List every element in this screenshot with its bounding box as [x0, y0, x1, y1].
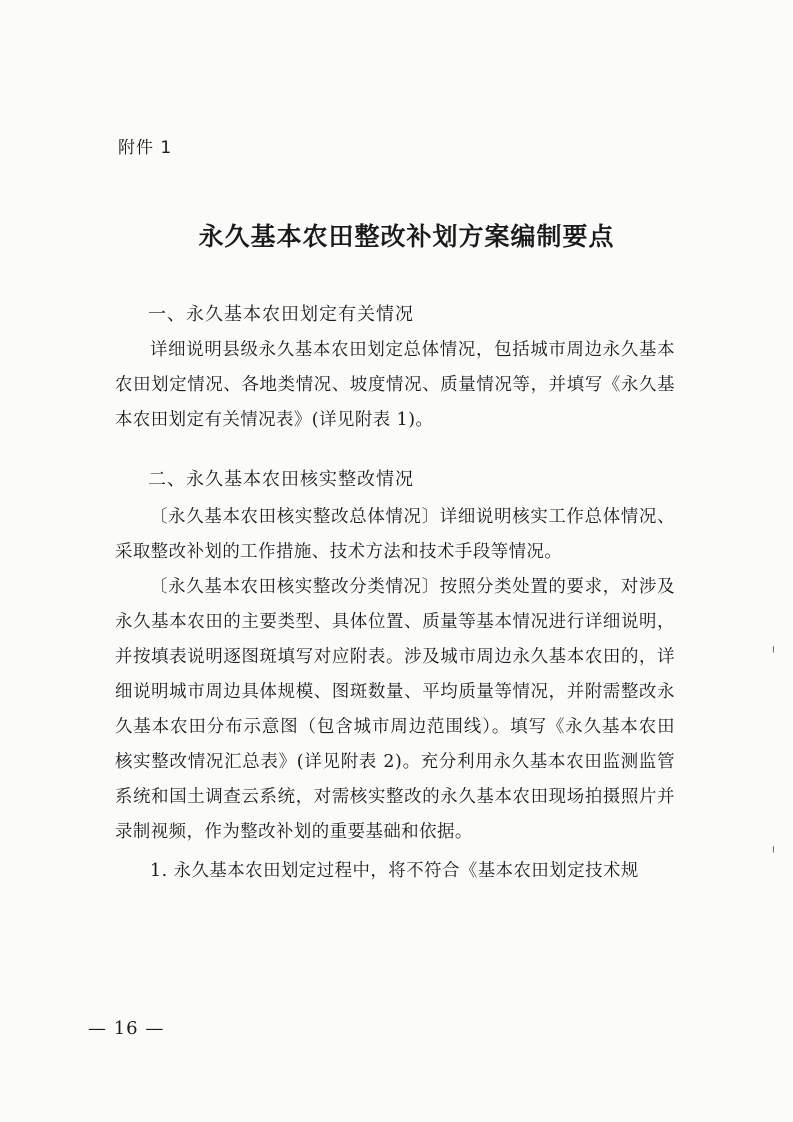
paragraph: 详细说明县级永久基本农田划定总体情况，包括城市周边永久基本农田划定情况、各地类情况、坡度情况、质量情况等，并填写《永久基本农田划定有关情况表》(详见附表 1)。	[115, 340, 675, 430]
section-heading-2: 二、永久基本农田核实整改情况	[148, 469, 414, 490]
scan-mark: ╷	[770, 840, 777, 853]
section-1-body	[115, 333, 675, 438]
paragraph: 〔永久基本农田核实整改总体情况〕详细说明核实工作总体情况、采取整改补划的工作措施、技术方法和技术手段等情况。	[115, 507, 675, 562]
paragraph: 1. 永久基本农田划定过程中，将不符合《基本农田划定技术规	[150, 861, 639, 881]
section-2-body	[115, 500, 675, 889]
attachment-label: 附件 1	[118, 138, 173, 158]
paragraph: 〔永久基本农田核实整改分类情况〕按照分类处置的要求，对涉及永久基本农田的主要类型、具体位置、质量等基本情况进行详细说明，并按填表说明逐图斑填写对应附表。涉及城市周边永久基本农田的，详细说明城市周边具体规模、图斑数量、平均质量等情况，并附需整改永久基本农田分布示意图（包含城市周边范围线）。填写《永久基本农田核实整改情况汇总表》(详见附表 2)。充分利用永久基本农田监测监管系统和国土调查云系统，对需核实整改的永久基本农田现场拍摄照片并录制视频，作为整改补划的重要基础和依据。	[115, 577, 675, 842]
page-number: — 16 —	[88, 1018, 165, 1039]
scan-mark: ╷	[770, 640, 777, 653]
section-heading-1: 一、永久基本农田划定有关情况	[148, 304, 414, 325]
document-title: 永久基本农田整改补划方案编制要点	[198, 222, 615, 251]
